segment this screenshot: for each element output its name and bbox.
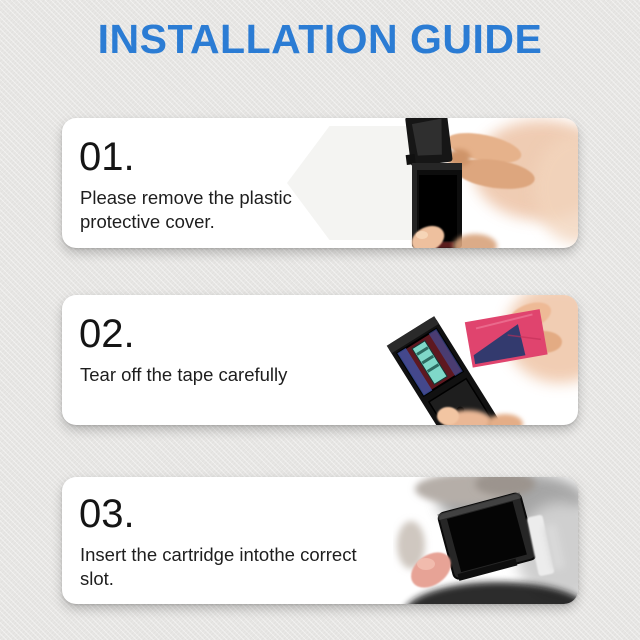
step-2-photo (368, 295, 578, 425)
step-2-card (62, 295, 578, 425)
step-1-photo (378, 118, 578, 248)
step-3-number: 03. (79, 492, 135, 536)
thumbnail (416, 231, 428, 239)
step-3-card (62, 477, 578, 604)
step-2-number: 02. (79, 312, 135, 356)
step-1-description: Please remove the plastic protective cover. (80, 187, 292, 232)
step-1-number: 01. (79, 135, 135, 179)
step-3-description: Insert the cartridge intothe correct slot. (80, 544, 357, 589)
step-1-card (62, 118, 578, 248)
thumb-highlight (417, 558, 435, 570)
page-title: INSTALLATION GUIDE (97, 16, 543, 62)
plastic-protective-cover (401, 118, 453, 167)
step-3-photo (393, 477, 578, 604)
fingertip (437, 407, 459, 425)
step-2-description: Tear off the tape carefully (80, 364, 288, 385)
